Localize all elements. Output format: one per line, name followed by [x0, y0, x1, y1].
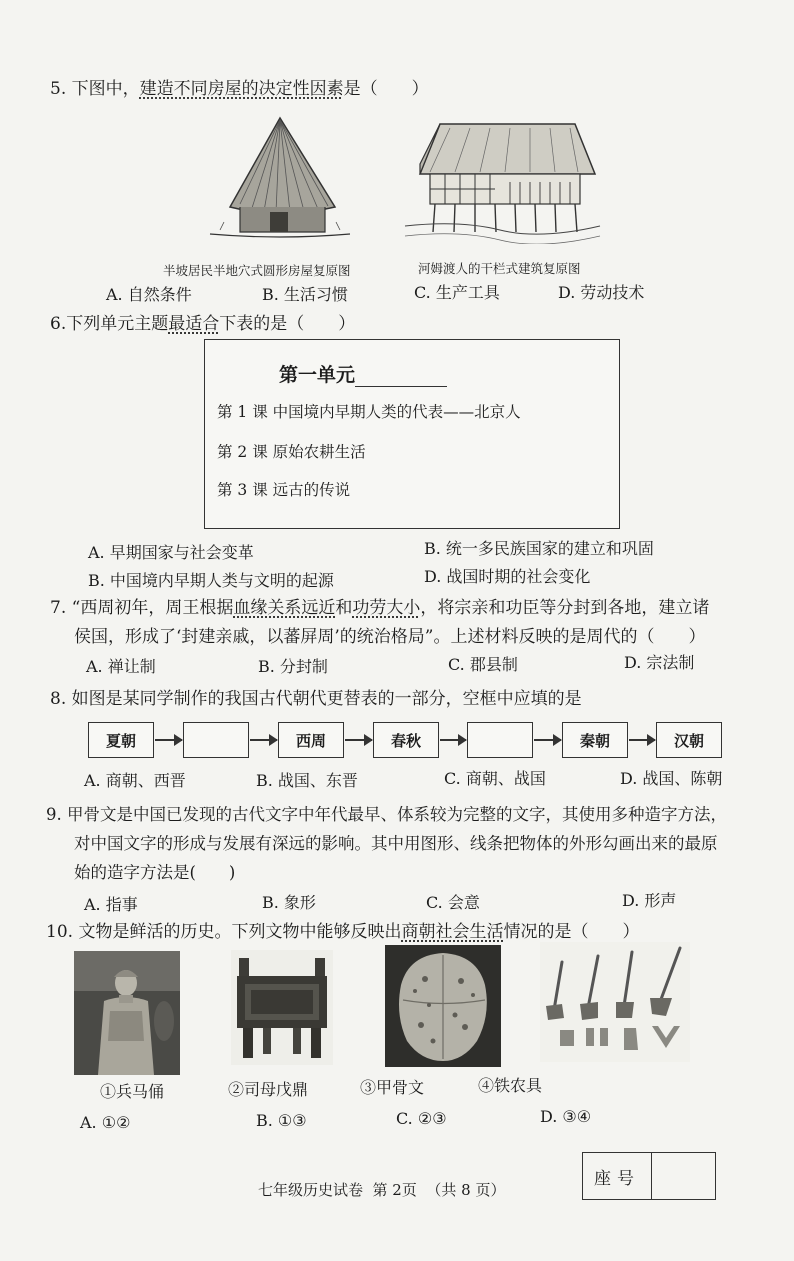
q6-option-b-1[interactable]: B. 统一多民族国家的建立和巩固	[424, 539, 654, 558]
arrow-3	[345, 739, 372, 741]
lesson-3: 第 3 课 远古的传说	[217, 481, 351, 499]
question-5-stem	[50, 74, 429, 104]
q9-option-a[interactable]: A. 指事	[84, 895, 138, 914]
q8-option-d[interactable]: D. 战国、陈朝	[620, 769, 723, 788]
seat-number-field[interactable]	[652, 1153, 715, 1199]
q7-emphasis-2: 功劳大小	[352, 598, 421, 618]
q7-emphasis-1: 血缘关系远近	[233, 598, 336, 618]
q5-text-a: 5. 下图中，	[50, 79, 140, 99]
q10-option-a[interactable]: A. ①②	[80, 1113, 131, 1132]
artifact-label-2: ②司母戊鼎	[228, 1080, 309, 1099]
q10-option-d[interactable]: D. ③④	[540, 1107, 592, 1126]
unit-title	[279, 360, 447, 387]
caption-hemudu-house: 河姆渡人的干栏式建筑复原图	[418, 261, 581, 276]
dynasty-box-western-zhou: 西周	[278, 722, 344, 758]
question-9-line-2: 对中国文字的形成与发展有深远的影响。其中用图形、线条把物体的外形勾画出来的最原	[74, 834, 718, 853]
unit-table	[204, 339, 620, 529]
q6-option-b-2[interactable]: B. 中国境内早期人类与文明的起源	[88, 571, 334, 590]
arrow-6	[629, 739, 655, 741]
q10-text-emphasis: 商朝社会生活	[401, 922, 504, 942]
lesson-2: 第 2 课 原始农耕生活	[217, 443, 366, 461]
question-9-line-1: 9. 甲骨文是中国已发现的古代文字中年代最早、体系较为完整的文字，其使用多种造字方法，	[46, 805, 727, 824]
q10-option-c[interactable]: C. ②③	[396, 1109, 447, 1128]
q8-option-b[interactable]: B. 战国、东晋	[256, 771, 358, 790]
seat-number-label: 座号	[583, 1153, 652, 1199]
hemudu-stilt-house-drawing	[400, 114, 605, 244]
q9-option-d[interactable]: D. 形声	[622, 891, 677, 910]
banpo-round-house-drawing	[200, 112, 360, 252]
q8-option-c[interactable]: C. 商朝、战国	[444, 769, 546, 788]
arrow-1	[155, 739, 182, 741]
simuwu-ding-photo	[231, 950, 333, 1065]
caption-banpo-house: 半坡居民半地穴式圆形房屋复原图	[163, 263, 351, 278]
q7-text-a: 7. “西周初年，周王根据	[50, 598, 234, 618]
q5-text-emphasis: 建造不同房屋的决定性因素	[139, 79, 344, 99]
q6-option-a[interactable]: A. 早期国家与社会变革	[88, 543, 254, 562]
question-9-line-3: 始的造字方法是( )	[74, 863, 236, 882]
artifact-label-1: ①兵马俑	[100, 1082, 165, 1101]
dynasty-box-blank-1[interactable]	[183, 722, 249, 758]
oracle-bone-photo	[385, 945, 501, 1067]
q6-text-a: 6.下列单元主题	[50, 314, 169, 334]
question-7-line-1	[50, 593, 709, 623]
q5-text-c: 是（ ）	[343, 79, 429, 99]
arrow-5	[534, 739, 561, 741]
q5-option-a[interactable]: A. 自然条件	[106, 285, 192, 304]
artifact-label-3: ③甲骨文	[360, 1078, 425, 1097]
q10-option-b[interactable]: B. ①③	[256, 1111, 307, 1130]
q7-option-d[interactable]: D. 宗法制	[624, 653, 695, 672]
dynasty-box-han: 汉朝	[656, 722, 722, 758]
q7-option-b[interactable]: B. 分封制	[258, 657, 328, 676]
q7-text-c: 和	[335, 598, 353, 618]
q6-option-d[interactable]: D. 战国时期的社会变化	[424, 567, 591, 586]
q7-option-a[interactable]: A. 禅让制	[86, 657, 156, 676]
dynasty-box-qin: 秦朝	[562, 722, 628, 758]
q9-option-b[interactable]: B. 象形	[262, 893, 316, 912]
dynasty-box-spring-autumn: 春秋	[373, 722, 439, 758]
q7-option-c[interactable]: C. 郡县制	[448, 655, 518, 674]
artifact-label-4: ④铁农具	[478, 1076, 543, 1095]
q10-text-a: 10. 文物是鲜活的历史。下列文物中能够反映出	[46, 922, 402, 942]
lesson-1: 第 1 课 中国境内早期人类的代表——北京人	[217, 403, 521, 421]
arrow-4	[440, 739, 466, 741]
iron-farm-tools-photo	[540, 942, 690, 1062]
q5-option-d[interactable]: D. 劳动技术	[558, 283, 645, 302]
question-6-stem	[50, 309, 355, 339]
seat-number-box	[582, 1152, 716, 1200]
q6-text-emphasis: 最适合	[168, 314, 220, 334]
unit-title-blank	[355, 368, 447, 387]
q10-text-c: 情况的是（ ）	[503, 922, 640, 942]
q6-text-c: 下表的是（ ）	[219, 314, 356, 334]
dynasty-box-xia: 夏朝	[88, 722, 154, 758]
q5-option-c[interactable]: C. 生产工具	[414, 283, 500, 302]
page-footer: 七年级历史试卷 第 2页 （共 8 页）	[258, 1181, 506, 1199]
q9-option-c[interactable]: C. 会意	[426, 893, 480, 912]
unit-title-text: 第一单元	[279, 364, 356, 386]
question-8-stem: 8. 如图是某同学制作的我国古代朝代更替表的一部分，空框中应填的是	[50, 689, 582, 709]
terracotta-warrior-photo	[74, 951, 180, 1075]
q8-option-a[interactable]: A. 商朝、西晋	[84, 771, 186, 790]
arrow-2	[250, 739, 277, 741]
q5-option-b[interactable]: B. 生活习惯	[262, 285, 348, 304]
q7-text-e: ，将宗亲和功臣等分封到各地，建立诸	[420, 598, 710, 618]
question-7-line-2: 侯国，形成了‘封建亲戚，以蕃屏周’的统治格局”。上述材料反映的是周代的（ ）	[74, 627, 706, 647]
dynasty-box-blank-2[interactable]	[467, 722, 533, 758]
